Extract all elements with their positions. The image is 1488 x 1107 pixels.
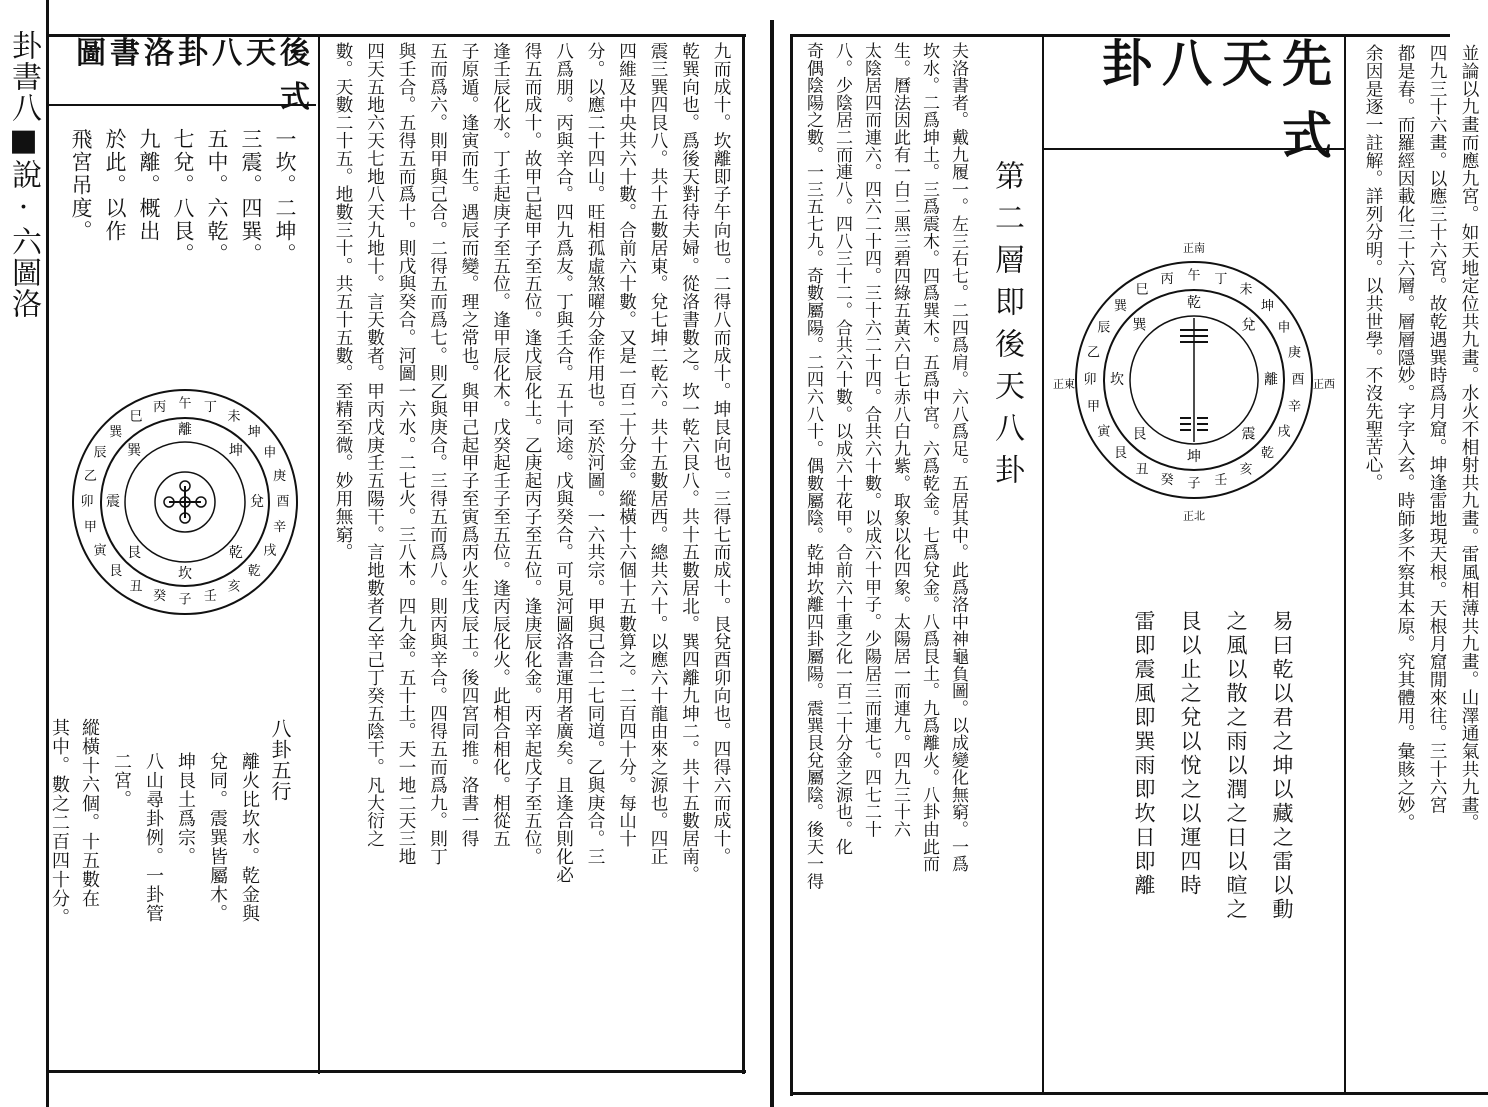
- outer-ring-char: 寅: [93, 543, 107, 559]
- outer-ring-char: 酉: [276, 494, 290, 510]
- outer-ring-char: 丁: [203, 399, 217, 415]
- direction-label: 正南: [1183, 241, 1205, 255]
- outer-ring-char: 辛: [273, 519, 287, 535]
- direction-label: 正東: [1053, 377, 1075, 391]
- section-heading-box: [976, 160, 1036, 560]
- left-page-right-rule: [742, 34, 745, 1074]
- body-column: 太陰居四而連六。四六二十四。三十六二十四。合共六十數。以成六十甲子。少陽居三而連七。四七二十: [861, 42, 881, 838]
- outer-ring-char: 戌: [263, 543, 277, 559]
- trigram-label: 乾: [1187, 295, 1201, 311]
- body-column: 震三巽四艮八。共十五數居東。兌七坤二乾六。共十五數居西。總共六十。以應六十龍由來之源也。四正: [648, 42, 668, 866]
- trigram-label: 兌: [250, 494, 264, 510]
- outer-ring-char: 乾: [1261, 446, 1275, 462]
- body-column: 坎水。二爲坤土。三爲震木。四爲巽木。五爲中宮。六爲乾金。七爲兌金。八爲艮土。九爲離火。八卦由此而: [919, 42, 939, 873]
- outer-ring-char: 乙: [83, 469, 97, 485]
- outer-ring-char: 癸: [153, 589, 167, 605]
- right-title: 先天八卦式: [1102, 34, 1342, 165]
- left-title: 後天八卦洛書圖式: [76, 36, 314, 115]
- outer-ring-char: 甲: [1087, 399, 1101, 415]
- body-column: 五而爲六。則甲與己合。二得五而爲七。則乙與庚合。三得五而爲八。則丙與辛合。四得五而爲九。則丁: [427, 42, 448, 866]
- binding-strip: [0, 0, 49, 1107]
- right-box-left-rule: [1042, 34, 1044, 1094]
- outer-ring-char: 亥: [1239, 462, 1253, 478]
- body-column: 生。曆法因此有一白二黑三碧四綠五黃六白七赤八白九紫。取象以化四象。太陽居一而連九。四九三十六: [890, 42, 910, 838]
- right-page-bottom-rule: [790, 1092, 1488, 1095]
- outer-ring-char: 甲: [83, 519, 97, 535]
- intro-column: 並論以九畫而應九宮。如天地定位共九畫。水火不相射共九畫。雷風相薄共九畫。山澤通氣共九畫。: [1459, 44, 1479, 832]
- five-elements-line: 坤艮土爲宗。: [175, 752, 196, 866]
- outer-ring-char: 丑: [129, 579, 143, 595]
- intro-column: 余因是逐一註解。詳列分明。以共世學。不沒先聖苦心。: [1363, 44, 1383, 492]
- outer-ring-char: 坤: [1261, 298, 1275, 314]
- intro-column: 四九三十六畫。以應三十六宮。故乾遇巽時爲月窟。坤逢雷地現天根。天根月窟閒來往。三十六宮: [1427, 44, 1447, 814]
- trigram-label: 離: [178, 422, 192, 438]
- trigram-label: 震: [106, 494, 120, 510]
- outer-ring-char: 子: [1187, 476, 1201, 492]
- spine: [770, 20, 774, 1107]
- list-item: 一坎。二坤。: [273, 128, 297, 266]
- list-item: 飛宮吊度。: [69, 128, 93, 243]
- five-elements-line: 二宮。: [111, 752, 132, 809]
- outer-ring-char: 巳: [129, 409, 143, 425]
- trigram-label: 兌: [1241, 317, 1256, 334]
- trigram-label: 巽: [127, 443, 142, 460]
- outer-ring-char: 丙: [153, 399, 167, 415]
- outer-ring-char: 未: [227, 409, 241, 425]
- left-page-bottom-rule: [46, 1070, 746, 1073]
- outer-ring-char: 癸: [1160, 472, 1174, 488]
- verse-column: 易曰乾以君之坤以藏之雷以動: [1270, 610, 1294, 922]
- body-column: 乾巽向也。爲後天對待夫婦。從洛書數之。坎一乾六艮八。共十五數居北。巽四離九坤二。共十五數居南。: [679, 42, 700, 884]
- body-column: 九而成十。坎離即子午向也。二得八而成十。坤艮向也。三得七而成十。艮兌酉卯向也。四得六而成十。: [711, 42, 731, 866]
- verse-column: 之風以散之雨以潤之日以暄之: [1224, 610, 1248, 922]
- body-column: 數。天數二十五。地數三十。共五十五數。至精至微。妙用無窮。: [333, 42, 353, 562]
- body-column: 八。少陰居二而連八。四八三十二。合共六十數。以成六十花甲。合前六十重之化一百二十分金之源也。化: [832, 42, 852, 856]
- outer-ring-char: 坤: [247, 425, 261, 441]
- body-column: 四天五地六天七地八天九地十。言天數者。甲丙戊庚壬五陽干。言地數者乙辛己丁癸五陰干。凡大衍之: [364, 42, 385, 848]
- outer-ring-char: 壬: [1214, 472, 1228, 488]
- trigram-label: 坤: [1187, 449, 1201, 465]
- left-bagua-list: [60, 118, 310, 388]
- binding-strip-text: 卦書八■說·六圖洛: [6, 30, 41, 319]
- outer-ring-char: 辰: [1097, 320, 1111, 336]
- outer-ring-char: 申: [263, 445, 277, 461]
- right-box-right-rule: [1344, 34, 1346, 1094]
- body-column: 奇偶陰陽之數。一三五七九。奇數屬陽。二四六八十。偶數屬陰。乾坤坎離四卦屬陽。震巽艮兌屬陰。後天一得: [803, 42, 823, 890]
- list-item: 於此。以作: [103, 128, 127, 243]
- verse-column: 雷即震風即巽雨即坎日即離: [1132, 610, 1156, 898]
- trigram-label: 乾: [228, 544, 243, 561]
- luoshu-diagram: [60, 380, 310, 630]
- trigram-label: 艮: [1132, 426, 1147, 443]
- outer-ring-char: 辛: [1287, 399, 1301, 415]
- outer-ring-char: 辰: [93, 445, 107, 461]
- body-column: 與壬合。五得五而爲十。則戊與癸合。河圖一六水。二七火。三八木。四九金。五十土。天一地二天三地: [396, 42, 416, 866]
- outer-ring-char: 丁: [1214, 272, 1228, 288]
- right-body-text: [796, 42, 976, 1088]
- list-item: 三震。四巽。: [239, 128, 263, 266]
- body-column: 分。以應二十四山。旺相孤虛煞曜分金作用也。至於河圖。一六共宗。甲與己合二七同道。乙與庚合。三: [585, 42, 605, 866]
- trigram-label: 震: [1241, 426, 1256, 443]
- xiantian-diagram: [1053, 230, 1336, 550]
- direction-label: 正西: [1313, 377, 1335, 391]
- body-column: 八爲朋。丙與辛合。四九爲友。丁與壬合。五十同途。戊與癸合。可見河圖洛書運用者廣矣。且逢合則化必: [553, 42, 574, 884]
- trigram-label: 坤: [228, 443, 243, 460]
- five-elements-line: 八山尋卦例。一卦管: [143, 752, 164, 923]
- outer-ring-char: 巽: [109, 425, 123, 441]
- outer-ring-char: 艮: [1113, 446, 1127, 462]
- outer-ring-char: 丑: [1135, 462, 1149, 478]
- trigram-label: 離: [1264, 372, 1278, 388]
- outer-ring-char: 巳: [1135, 282, 1149, 298]
- outer-ring-char: 午: [178, 396, 192, 412]
- outer-ring-char: 子: [178, 592, 192, 608]
- five-elements-line: 離火比坎水。乾金與: [239, 752, 260, 923]
- right-title-box: [1046, 34, 1342, 165]
- body-column: 得五而成十。故甲己起甲子至五位。逢戊辰化土。乙庚起丙子至五位。逢庚辰化金。丙辛起戊子至五位。: [522, 42, 542, 866]
- five-elements-section: [49, 718, 310, 978]
- five-elements-heading: 八卦五行: [268, 718, 292, 802]
- outer-ring-char: 午: [1187, 268, 1201, 284]
- intro-column: 都是春。而羅經因載化三十六層。層層隱妙。字字入玄。時師多不察其本原。究其體用。彙賅之妙。: [1395, 44, 1415, 832]
- intro-text: [1350, 44, 1488, 1090]
- xiantian-diagram-svg: [1053, 230, 1336, 550]
- outer-ring-char: 壬: [203, 589, 217, 605]
- trigram-label: 坎: [1110, 372, 1124, 388]
- right-page-left-rule: [790, 34, 793, 1096]
- outer-ring-char: 卯: [80, 494, 94, 510]
- luoshu-diagram-svg: [60, 380, 310, 630]
- outer-ring-char: 艮: [109, 563, 123, 579]
- list-item: 七兌。八艮。: [171, 128, 195, 266]
- section-heading: 第二層即後天八卦: [989, 160, 1024, 496]
- left-title-box: [52, 36, 314, 115]
- left-body-text: [322, 42, 740, 1066]
- outer-ring-char: 未: [1239, 282, 1253, 298]
- list-item: 五中。六乾。: [205, 128, 229, 266]
- outer-ring-char: 申: [1277, 320, 1291, 336]
- outer-ring-char: 酉: [1291, 372, 1305, 388]
- outer-ring-char: 亥: [227, 579, 241, 595]
- outer-ring-char: 丙: [1160, 272, 1174, 288]
- outer-ring-char: 乾: [247, 563, 261, 579]
- outer-ring-char: 寅: [1097, 424, 1111, 440]
- direction-label: 正北: [1183, 509, 1205, 523]
- footer-line: 其中。數之二百四十分。: [49, 718, 70, 927]
- five-elements-line: 兌同。震巽皆屬木。: [207, 752, 228, 923]
- outer-ring-char: 庚: [273, 469, 287, 485]
- outer-ring-char: 庚: [1287, 345, 1301, 361]
- trigram-label: 巽: [1132, 317, 1147, 334]
- body-column: 四維及中央共六十數。合前六十數。又是一百二十分金。縱橫十六個十五數算之。二百四十分。每山十: [616, 42, 637, 848]
- outer-ring-char: 巽: [1113, 298, 1127, 314]
- trigram-label: 坎: [178, 566, 192, 582]
- outer-ring-char: 卯: [1083, 372, 1097, 388]
- outer-ring-char: 乙: [1087, 345, 1101, 361]
- verse-block: [1090, 610, 1300, 930]
- outer-ring-char: 戌: [1277, 424, 1291, 440]
- verse-column: 艮以止之兌以悅之以運四時: [1178, 610, 1202, 898]
- left-box-divider: [318, 34, 320, 1074]
- body-column: 夫洛書者。戴九履一。左三右七。二四爲肩。六八爲足。五居其中。此爲洛中神龜負圖。以成變化無窮。一爲: [948, 42, 968, 873]
- body-column: 子原遁。逢寅而生。遇辰而變。理之常也。與甲己起甲子至寅爲丙火生戊辰土。後四宮同推。洛書一得: [459, 42, 479, 848]
- trigram-label: 艮: [127, 544, 142, 561]
- body-column: 逢壬辰化水。丁壬起庚子至五位。逢甲辰化木。戊癸起壬子至五位。逢丙辰化火。此相合相化。相從五: [490, 42, 511, 848]
- list-item: 九離。概出: [137, 128, 161, 243]
- footer-line: 縱橫十六個。十五數在: [79, 718, 100, 908]
